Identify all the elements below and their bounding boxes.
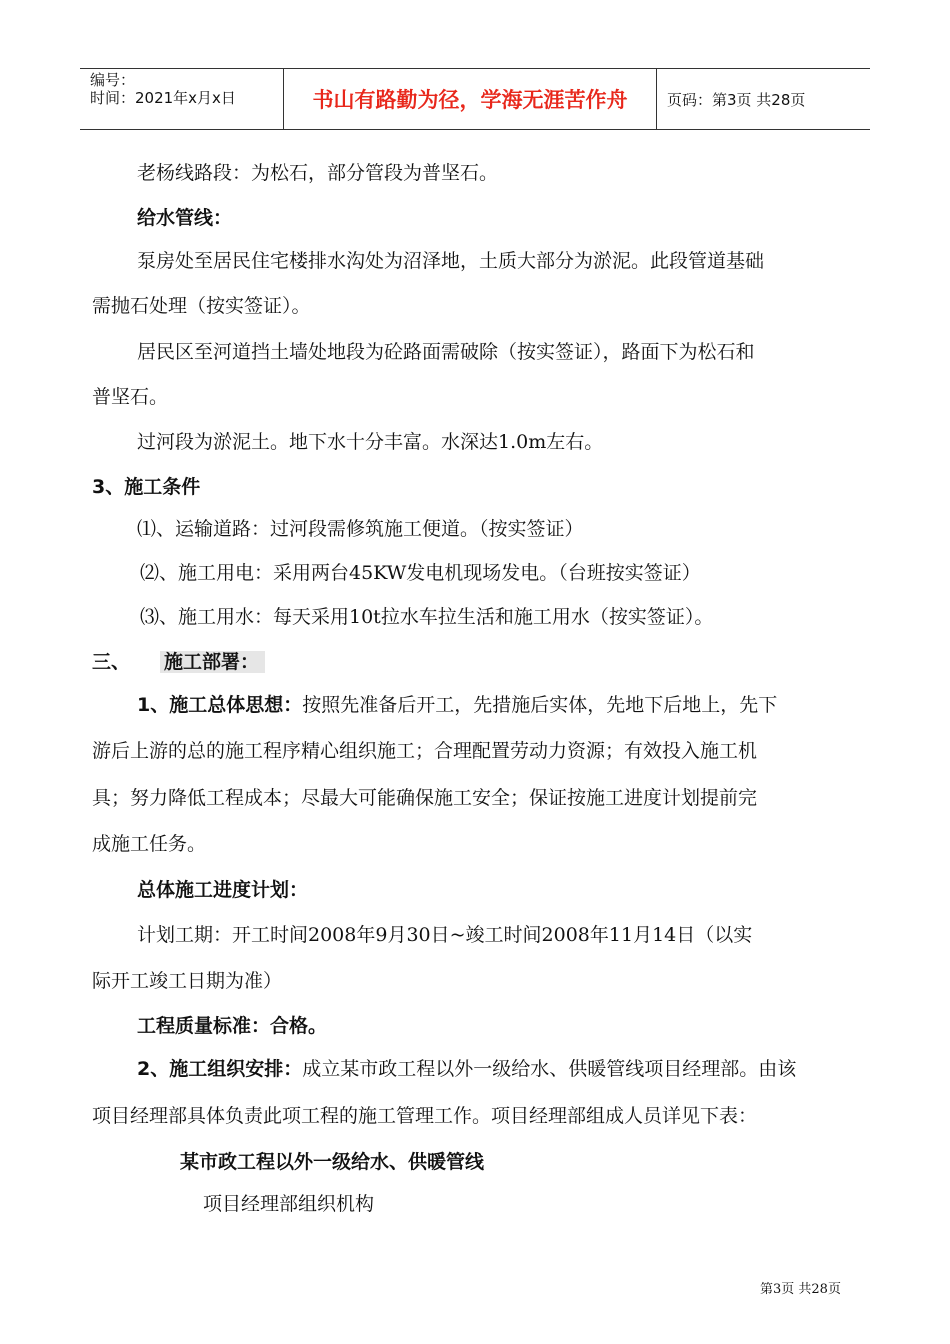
header-motto: 书山有路勤为径，学海无涯苦作舟 [283,69,657,129]
table-title: 某市政工程以外一级给水、供暖管线 [180,1151,485,1173]
condition-transport: ⑴、运输道路：过河段需修筑施工便道。（按实签证） [137,518,584,540]
table-subtitle: 项目经理部组织机构 [203,1193,375,1215]
paragraph-residential-l2: 普坚石。 [92,386,169,408]
section-three-heading [92,650,265,674]
condition-water: ⑶、施工用水：每天采用10t拉水车拉生活和施工用水（按实签证）。 [140,606,714,628]
deployment-idea-label: 1、施工总体思想： [137,694,303,716]
page-header [80,68,870,130]
schedule-l1: 计划工期：开工时间2008年9月30日~竣工时间2008年11月14日（以实 [137,924,753,946]
time-label: 时间：2021年x月x日 [90,89,236,107]
heading-water-pipeline: 给水管线： [137,207,233,229]
deployment-idea-l4: 成施工任务。 [92,833,207,855]
organization-label: 2、施工组织安排： [137,1058,303,1080]
section-number: 三、 [92,651,131,673]
organization-text: 成立某市政工程以外一级给水、供暖管线项目经理部。由该 [302,1058,797,1080]
deployment-idea-l2: 游后上游的总的施工程序精心组织施工；合理配置劳动力资源；有效投入施工机 [92,740,758,762]
paragraph-old-yang-line: 老杨线路段：为松石，部分管段为普坚石。 [137,162,499,184]
schedule-l2: 际开工竣工日期为准） [92,970,283,992]
paragraph-pump-l2: 需抛石处理（按实签证）。 [92,295,311,317]
deployment-idea-text: 按照先准备后开工，先措施后实体，先地下后地上，先下 [302,694,778,716]
header-page-info: 页码：第3页 共28页 [667,90,806,109]
heading-construction-conditions: 3、施工条件 [92,476,201,498]
deployment-idea-l1 [137,693,777,717]
header-meta [80,69,283,129]
paragraph-river: 过河段为淤泥土。地下水十分丰富。水深达1.0m左右。 [137,431,604,453]
paragraph-pump-l1: 泵房处至居民住宅楼排水沟处为沼泽地，土质大部分为淤泥。此段管道基础 [137,250,765,272]
page-footer: 第3页 共28页 [760,1282,841,1297]
section-title: 施工部署： [160,651,265,673]
quality-standard: 工程质量标准：合格。 [137,1015,328,1037]
organization-l2: 项目经理部具体负责此项工程的施工管理工作。项目经理部组成人员详见下表： [92,1105,758,1127]
organization-l1 [137,1057,796,1081]
condition-electricity: ⑵、施工用电：采用两台45KW发电机现场发电。（台班按实签证） [140,562,701,584]
paragraph-residential-l1: 居民区至河道挡土墙处地段为砼路面需破除（按实签证），路面下为松石和 [137,341,755,363]
number-label: 编号： [90,71,136,89]
deployment-idea-l3: 具；努力降低工程成本；尽最大可能确保施工安全；保证按施工进度计划提前完 [92,787,758,809]
heading-schedule: 总体施工进度计划： [137,879,309,901]
